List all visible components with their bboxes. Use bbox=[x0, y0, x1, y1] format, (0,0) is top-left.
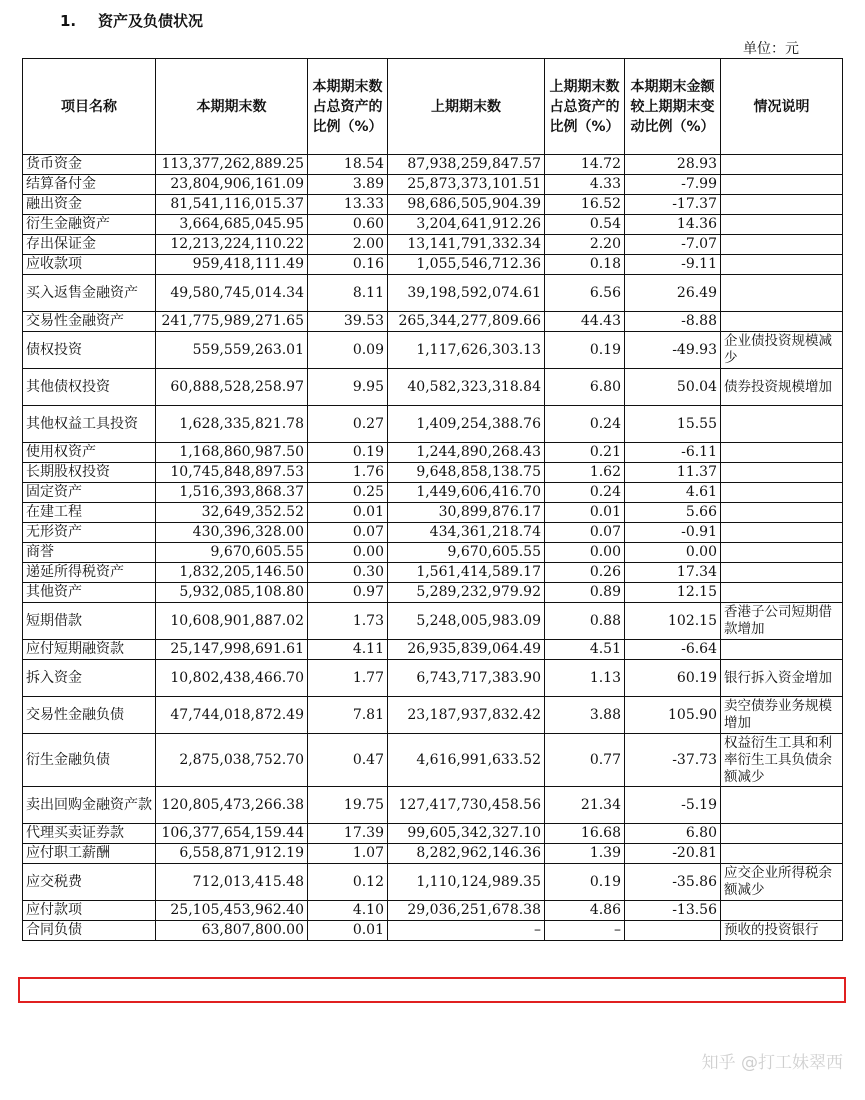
row-current-pct: 1.73 bbox=[308, 603, 388, 640]
row-note bbox=[721, 523, 843, 543]
table-row bbox=[23, 640, 843, 660]
row-previous-value: 4,616,991,633.52 bbox=[388, 734, 545, 787]
row-current-pct: 19.75 bbox=[308, 787, 388, 824]
row-item-name: 其他权益工具投资 bbox=[23, 406, 156, 443]
row-change-pct: 6.80 bbox=[625, 824, 721, 844]
watermark: 知乎 @打工妹翠西 bbox=[701, 1053, 843, 1073]
section-number: 1. bbox=[60, 12, 77, 30]
col-header-current-pct: 本期期末数占总资产的比例（%） bbox=[308, 59, 388, 155]
row-note bbox=[721, 195, 843, 215]
row-item-name: 融出资金 bbox=[23, 195, 156, 215]
row-current-value: 60,888,528,258.97 bbox=[156, 369, 308, 406]
row-note bbox=[721, 443, 843, 463]
row-current-value: 25,105,453,962.40 bbox=[156, 901, 308, 921]
row-previous-value: 1,110,124,989.35 bbox=[388, 864, 545, 901]
row-item-name: 其他资产 bbox=[23, 583, 156, 603]
row-current-value: 49,580,745,014.34 bbox=[156, 275, 308, 312]
row-previous-pct: 0.26 bbox=[545, 563, 625, 583]
row-current-pct: 0.16 bbox=[308, 255, 388, 275]
unit-label: 单位：元 bbox=[743, 41, 799, 57]
row-note: 企业债投资规模减少 bbox=[721, 332, 843, 369]
row-note bbox=[721, 155, 843, 175]
row-current-value: 63,807,800.00 bbox=[156, 921, 308, 941]
row-current-value: 559,559,263.01 bbox=[156, 332, 308, 369]
row-current-pct: 0.12 bbox=[308, 864, 388, 901]
row-current-pct: 0.60 bbox=[308, 215, 388, 235]
row-previous-value: 5,289,232,979.92 bbox=[388, 583, 545, 603]
table-row bbox=[23, 503, 843, 523]
table-row bbox=[23, 275, 843, 312]
row-previous-value: 1,244,890,268.43 bbox=[388, 443, 545, 463]
row-current-pct: 8.11 bbox=[308, 275, 388, 312]
table-row bbox=[23, 824, 843, 844]
table-row bbox=[23, 921, 843, 941]
row-change-pct: 11.37 bbox=[625, 463, 721, 483]
row-note bbox=[721, 463, 843, 483]
row-previous-pct: 0.24 bbox=[545, 483, 625, 503]
row-previous-value: 1,409,254,388.76 bbox=[388, 406, 545, 443]
row-item-name: 合同负债 bbox=[23, 921, 156, 941]
row-previous-value: 5,248,005,983.09 bbox=[388, 603, 545, 640]
row-previous-value: 265,344,277,809.66 bbox=[388, 312, 545, 332]
row-previous-value: 6,743,717,383.90 bbox=[388, 660, 545, 697]
col-header-item: 项目名称 bbox=[23, 59, 156, 155]
row-current-pct: 0.01 bbox=[308, 503, 388, 523]
row-item-name: 无形资产 bbox=[23, 523, 156, 543]
row-previous-value: 13,141,791,332.34 bbox=[388, 235, 545, 255]
row-note: 卖空债券业务规模增加 bbox=[721, 697, 843, 734]
row-change-pct: 28.93 bbox=[625, 155, 721, 175]
row-note bbox=[721, 255, 843, 275]
row-item-name: 应付职工薪酬 bbox=[23, 844, 156, 864]
row-note: 债券投资规模增加 bbox=[721, 369, 843, 406]
row-change-pct: -49.93 bbox=[625, 332, 721, 369]
row-previous-value: 1,449,606,416.70 bbox=[388, 483, 545, 503]
row-change-pct: 0.00 bbox=[625, 543, 721, 563]
row-current-value: 1,516,393,868.37 bbox=[156, 483, 308, 503]
row-note bbox=[721, 787, 843, 824]
col-header-note: 情况说明 bbox=[721, 59, 843, 155]
row-current-value: 959,418,111.49 bbox=[156, 255, 308, 275]
row-previous-pct: 0.88 bbox=[545, 603, 625, 640]
row-previous-value: 25,873,373,101.51 bbox=[388, 175, 545, 195]
row-note: 应交企业所得税余额减少 bbox=[721, 864, 843, 901]
row-previous-value: 29,036,251,678.38 bbox=[388, 901, 545, 921]
table-row bbox=[23, 660, 843, 697]
row-change-pct: 5.66 bbox=[625, 503, 721, 523]
row-change-pct: -20.81 bbox=[625, 844, 721, 864]
row-change-pct: 26.49 bbox=[625, 275, 721, 312]
row-change-pct: 102.15 bbox=[625, 603, 721, 640]
row-item-name: 使用权资产 bbox=[23, 443, 156, 463]
row-current-pct: 7.81 bbox=[308, 697, 388, 734]
table-row bbox=[23, 255, 843, 275]
col-header-current: 本期期末数 bbox=[156, 59, 308, 155]
table-row bbox=[23, 523, 843, 543]
row-previous-value: 8,282,962,146.36 bbox=[388, 844, 545, 864]
row-change-pct: -9.11 bbox=[625, 255, 721, 275]
row-previous-pct: 4.33 bbox=[545, 175, 625, 195]
row-previous-pct: 0.00 bbox=[545, 543, 625, 563]
table-row bbox=[23, 235, 843, 255]
row-change-pct: 12.15 bbox=[625, 583, 721, 603]
row-current-value: 10,802,438,466.70 bbox=[156, 660, 308, 697]
row-change-pct: -0.91 bbox=[625, 523, 721, 543]
row-change-pct: -8.88 bbox=[625, 312, 721, 332]
row-current-pct: 3.89 bbox=[308, 175, 388, 195]
row-change-pct: -17.37 bbox=[625, 195, 721, 215]
row-note bbox=[721, 503, 843, 523]
row-previous-value: 1,055,546,712.36 bbox=[388, 255, 545, 275]
row-previous-pct: 21.34 bbox=[545, 787, 625, 824]
row-previous-pct: 0.01 bbox=[545, 503, 625, 523]
row-previous-value: 40,582,323,318.84 bbox=[388, 369, 545, 406]
row-change-pct: -13.56 bbox=[625, 901, 721, 921]
row-current-pct: 39.53 bbox=[308, 312, 388, 332]
row-previous-value: 9,648,858,138.75 bbox=[388, 463, 545, 483]
row-current-pct: 0.25 bbox=[308, 483, 388, 503]
row-current-value: 1,832,205,146.50 bbox=[156, 563, 308, 583]
row-note bbox=[721, 583, 843, 603]
row-previous-pct: 1.39 bbox=[545, 844, 625, 864]
row-note bbox=[721, 275, 843, 312]
row-previous-pct: 0.21 bbox=[545, 443, 625, 463]
row-note: 权益衍生工具和利率衍生工具负债余额减少 bbox=[721, 734, 843, 787]
row-item-name: 买入返售金融资产 bbox=[23, 275, 156, 312]
row-previous-value: 39,198,592,074.61 bbox=[388, 275, 545, 312]
row-previous-value: 3,204,641,912.26 bbox=[388, 215, 545, 235]
row-change-pct: 60.19 bbox=[625, 660, 721, 697]
row-note bbox=[721, 406, 843, 443]
row-item-name: 应收款项 bbox=[23, 255, 156, 275]
table-row bbox=[23, 901, 843, 921]
row-change-pct bbox=[625, 921, 721, 941]
row-current-pct: 4.10 bbox=[308, 901, 388, 921]
row-current-value: 3,664,685,045.95 bbox=[156, 215, 308, 235]
row-change-pct: -5.19 bbox=[625, 787, 721, 824]
row-change-pct: 15.55 bbox=[625, 406, 721, 443]
table-row bbox=[23, 734, 843, 787]
row-current-value: 23,804,906,161.09 bbox=[156, 175, 308, 195]
row-change-pct: -6.11 bbox=[625, 443, 721, 463]
row-current-pct: 0.27 bbox=[308, 406, 388, 443]
row-item-name: 应付款项 bbox=[23, 901, 156, 921]
row-current-value: 25,147,998,691.61 bbox=[156, 640, 308, 660]
row-item-name: 债权投资 bbox=[23, 332, 156, 369]
row-note bbox=[721, 175, 843, 195]
row-previous-value: 127,417,730,458.56 bbox=[388, 787, 545, 824]
row-change-pct: 4.61 bbox=[625, 483, 721, 503]
row-previous-pct: 0.19 bbox=[545, 332, 625, 369]
row-current-pct: 0.19 bbox=[308, 443, 388, 463]
row-note: 预收的投资银行 bbox=[721, 921, 843, 941]
table-row bbox=[23, 406, 843, 443]
row-previous-value: 1,561,414,589.17 bbox=[388, 563, 545, 583]
table-row bbox=[23, 175, 843, 195]
row-previous-pct: 0.18 bbox=[545, 255, 625, 275]
row-note: 香港子公司短期借款增加 bbox=[721, 603, 843, 640]
row-previous-pct: 6.80 bbox=[545, 369, 625, 406]
row-previous-pct: 0.54 bbox=[545, 215, 625, 235]
table-row bbox=[23, 463, 843, 483]
row-current-value: 47,744,018,872.49 bbox=[156, 697, 308, 734]
table-row bbox=[23, 697, 843, 734]
row-change-pct: -7.99 bbox=[625, 175, 721, 195]
row-current-pct: 0.07 bbox=[308, 523, 388, 543]
row-current-pct: 0.09 bbox=[308, 332, 388, 369]
row-change-pct: 50.04 bbox=[625, 369, 721, 406]
section-heading bbox=[60, 10, 203, 31]
highlight-box bbox=[18, 977, 846, 1003]
row-note bbox=[721, 312, 843, 332]
row-change-pct: -35.86 bbox=[625, 864, 721, 901]
table-row bbox=[23, 369, 843, 406]
table-row bbox=[23, 195, 843, 215]
table-row bbox=[23, 583, 843, 603]
row-item-name: 交易性金融资产 bbox=[23, 312, 156, 332]
row-current-value: 2,875,038,752.70 bbox=[156, 734, 308, 787]
row-previous-pct: 6.56 bbox=[545, 275, 625, 312]
table-row bbox=[23, 844, 843, 864]
table-row bbox=[23, 483, 843, 503]
row-current-pct: 1.07 bbox=[308, 844, 388, 864]
row-item-name: 递延所得税资产 bbox=[23, 563, 156, 583]
row-note: 银行拆入资金增加 bbox=[721, 660, 843, 697]
row-current-value: 1,168,860,987.50 bbox=[156, 443, 308, 463]
row-current-value: 106,377,654,159.44 bbox=[156, 824, 308, 844]
row-previous-value: 26,935,839,064.49 bbox=[388, 640, 545, 660]
row-current-pct: 2.00 bbox=[308, 235, 388, 255]
row-note bbox=[721, 215, 843, 235]
row-change-pct: 105.90 bbox=[625, 697, 721, 734]
row-item-name: 短期借款 bbox=[23, 603, 156, 640]
row-previous-pct: 0.24 bbox=[545, 406, 625, 443]
row-item-name: 拆入资金 bbox=[23, 660, 156, 697]
row-current-value: 81,541,116,015.37 bbox=[156, 195, 308, 215]
row-previous-pct: 16.68 bbox=[545, 824, 625, 844]
row-previous-pct: 0.89 bbox=[545, 583, 625, 603]
table-row bbox=[23, 563, 843, 583]
row-change-pct: -37.73 bbox=[625, 734, 721, 787]
row-change-pct: -7.07 bbox=[625, 235, 721, 255]
row-current-value: 120,805,473,266.38 bbox=[156, 787, 308, 824]
row-item-name: 交易性金融负债 bbox=[23, 697, 156, 734]
row-current-value: 10,608,901,887.02 bbox=[156, 603, 308, 640]
row-previous-pct: 1.62 bbox=[545, 463, 625, 483]
row-item-name: 固定资产 bbox=[23, 483, 156, 503]
row-current-value: 113,377,262,889.25 bbox=[156, 155, 308, 175]
row-current-value: 5,932,085,108.80 bbox=[156, 583, 308, 603]
row-item-name: 应付短期融资款 bbox=[23, 640, 156, 660]
row-note bbox=[721, 901, 843, 921]
table-row bbox=[23, 864, 843, 901]
row-previous-value: 434,361,218.74 bbox=[388, 523, 545, 543]
row-note bbox=[721, 844, 843, 864]
row-previous-value: – bbox=[388, 921, 545, 941]
row-current-value: 241,775,989,271.65 bbox=[156, 312, 308, 332]
row-current-value: 1,628,335,821.78 bbox=[156, 406, 308, 443]
table-row bbox=[23, 155, 843, 175]
row-note bbox=[721, 483, 843, 503]
row-change-pct: -6.64 bbox=[625, 640, 721, 660]
row-item-name: 其他债权投资 bbox=[23, 369, 156, 406]
row-current-pct: 0.47 bbox=[308, 734, 388, 787]
row-previous-pct: 4.86 bbox=[545, 901, 625, 921]
row-current-pct: 1.76 bbox=[308, 463, 388, 483]
row-current-pct: 0.30 bbox=[308, 563, 388, 583]
row-note bbox=[721, 543, 843, 563]
row-change-pct: 17.34 bbox=[625, 563, 721, 583]
row-item-name: 衍生金融负债 bbox=[23, 734, 156, 787]
row-previous-pct: 44.43 bbox=[545, 312, 625, 332]
col-header-previous-pct: 上期期末数占总资产的比例（%） bbox=[545, 59, 625, 155]
row-previous-value: 23,187,937,832.42 bbox=[388, 697, 545, 734]
row-current-pct: 1.77 bbox=[308, 660, 388, 697]
row-item-name: 应交税费 bbox=[23, 864, 156, 901]
row-previous-pct: 0.77 bbox=[545, 734, 625, 787]
row-current-value: 9,670,605.55 bbox=[156, 543, 308, 563]
row-note bbox=[721, 640, 843, 660]
row-current-value: 12,213,224,110.22 bbox=[156, 235, 308, 255]
row-current-pct: 0.00 bbox=[308, 543, 388, 563]
table-header-row bbox=[23, 59, 843, 155]
col-header-change: 本期期末金额较上期期末变动比例（%） bbox=[625, 59, 721, 155]
row-previous-value: 30,899,876.17 bbox=[388, 503, 545, 523]
row-previous-value: 99,605,342,327.10 bbox=[388, 824, 545, 844]
table-row bbox=[23, 312, 843, 332]
row-current-value: 6,558,871,912.19 bbox=[156, 844, 308, 864]
table-row bbox=[23, 443, 843, 463]
col-header-previous: 上期期末数 bbox=[388, 59, 545, 155]
row-current-pct: 0.97 bbox=[308, 583, 388, 603]
row-current-pct: 17.39 bbox=[308, 824, 388, 844]
row-previous-pct: – bbox=[545, 921, 625, 941]
row-item-name: 长期股权投资 bbox=[23, 463, 156, 483]
row-item-name: 结算备付金 bbox=[23, 175, 156, 195]
row-item-name: 货币资金 bbox=[23, 155, 156, 175]
balance-table bbox=[22, 58, 843, 941]
row-previous-pct: 0.19 bbox=[545, 864, 625, 901]
row-change-pct: 14.36 bbox=[625, 215, 721, 235]
row-item-name: 在建工程 bbox=[23, 503, 156, 523]
row-current-pct: 4.11 bbox=[308, 640, 388, 660]
row-previous-pct: 1.13 bbox=[545, 660, 625, 697]
table-row bbox=[23, 543, 843, 563]
row-item-name: 存出保证金 bbox=[23, 235, 156, 255]
row-previous-value: 87,938,259,847.57 bbox=[388, 155, 545, 175]
row-item-name: 衍生金融资产 bbox=[23, 215, 156, 235]
row-previous-pct: 14.72 bbox=[545, 155, 625, 175]
table-row bbox=[23, 215, 843, 235]
table-row bbox=[23, 787, 843, 824]
row-current-pct: 9.95 bbox=[308, 369, 388, 406]
row-current-pct: 13.33 bbox=[308, 195, 388, 215]
row-previous-pct: 4.51 bbox=[545, 640, 625, 660]
row-current-value: 10,745,848,897.53 bbox=[156, 463, 308, 483]
row-note bbox=[721, 235, 843, 255]
row-current-value: 712,013,415.48 bbox=[156, 864, 308, 901]
row-previous-value: 98,686,505,904.39 bbox=[388, 195, 545, 215]
row-current-pct: 0.01 bbox=[308, 921, 388, 941]
row-previous-value: 1,117,626,303.13 bbox=[388, 332, 545, 369]
row-previous-pct: 16.52 bbox=[545, 195, 625, 215]
table-row bbox=[23, 332, 843, 369]
row-note bbox=[721, 563, 843, 583]
row-item-name: 卖出回购金融资产款 bbox=[23, 787, 156, 824]
row-current-value: 430,396,328.00 bbox=[156, 523, 308, 543]
row-item-name: 代理买卖证券款 bbox=[23, 824, 156, 844]
row-previous-pct: 3.88 bbox=[545, 697, 625, 734]
row-current-value: 32,649,352.52 bbox=[156, 503, 308, 523]
section-title: 资产及负债状况 bbox=[98, 12, 204, 30]
row-note bbox=[721, 824, 843, 844]
row-current-pct: 18.54 bbox=[308, 155, 388, 175]
table-row bbox=[23, 603, 843, 640]
row-previous-pct: 0.07 bbox=[545, 523, 625, 543]
row-previous-pct: 2.20 bbox=[545, 235, 625, 255]
row-previous-value: 9,670,605.55 bbox=[388, 543, 545, 563]
row-item-name: 商誉 bbox=[23, 543, 156, 563]
